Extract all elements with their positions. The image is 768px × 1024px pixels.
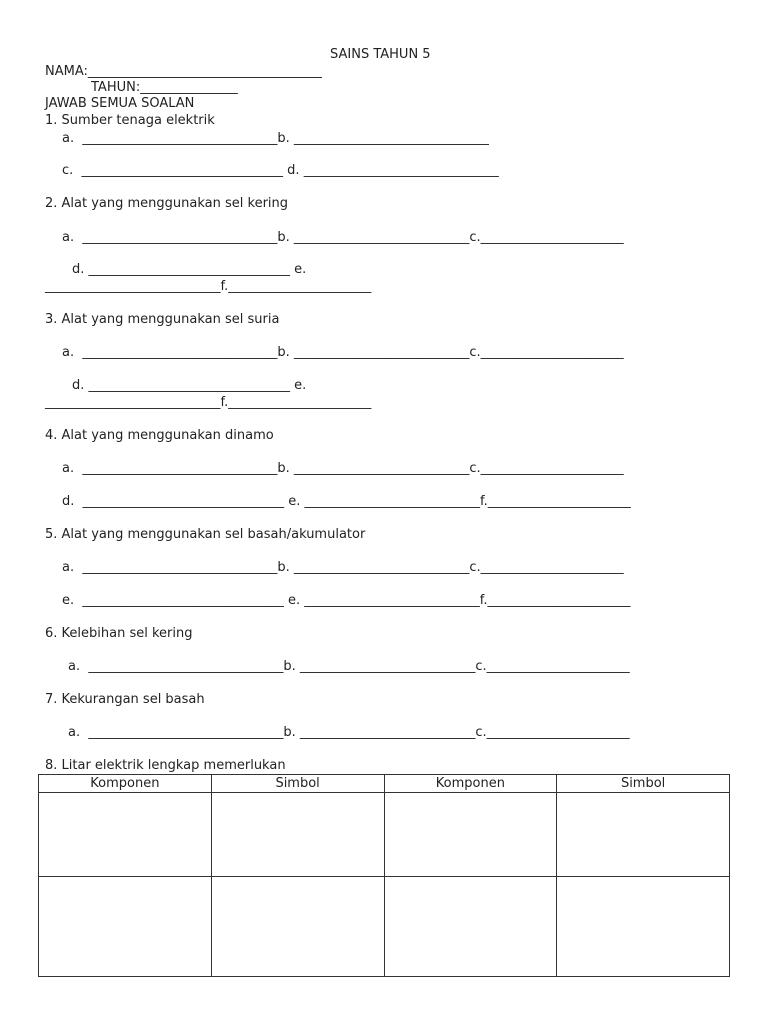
- table-cell[interactable]: [557, 877, 730, 977]
- table-cell[interactable]: [39, 877, 212, 977]
- answer-line[interactable]: a. ______________________________b. ___________________________c.______________________: [62, 345, 624, 360]
- table-cell[interactable]: [384, 793, 557, 877]
- answer-line[interactable]: d. _______________________________ e. ___________________________f.______________________: [62, 494, 631, 509]
- column-header-simbol: Simbol: [557, 775, 730, 793]
- answer-line[interactable]: c. _______________________________ d. ______________________________: [62, 163, 499, 178]
- table-header-row: [39, 775, 730, 793]
- year-field[interactable]: TAHUN:_______________: [91, 80, 238, 95]
- answer-line[interactable]: ___________________________f.______________________: [45, 279, 372, 294]
- column-header-komponen: Komponen: [384, 775, 557, 793]
- table-row: [39, 793, 730, 877]
- question-7-heading: 7. Kekurangan sel basah: [45, 692, 205, 707]
- question-3-heading: 3. Alat yang menggunakan sel suria: [45, 312, 280, 327]
- table-cell[interactable]: [39, 793, 212, 877]
- answer-line[interactable]: a. ______________________________b. ___________________________c.______________________: [68, 725, 630, 740]
- question-1-heading: 1. Sumber tenaga elektrik: [45, 113, 215, 128]
- answer-line[interactable]: a. ______________________________b. ___________________________c.______________________: [62, 560, 624, 575]
- table-row: [39, 877, 730, 977]
- answer-line[interactable]: a. ______________________________b. ___________________________c.______________________: [68, 659, 630, 674]
- question-8-heading: 8. Litar elektrik lengkap memerlukan: [45, 758, 286, 773]
- question-4-heading: 4. Alat yang menggunakan dinamo: [45, 428, 274, 443]
- column-header-komponen: Komponen: [39, 775, 212, 793]
- question-2-heading: 2. Alat yang menggunakan sel kering: [45, 196, 289, 211]
- answer-line[interactable]: a. ______________________________b. ___________________________c.______________________: [62, 461, 624, 476]
- components-symbols-table: [38, 774, 730, 977]
- answer-line[interactable]: e. _______________________________ e. ___________________________f.______________________: [62, 593, 631, 608]
- answer-line[interactable]: d. _______________________________ e.: [72, 378, 307, 393]
- name-field[interactable]: NAMA:____________________________________: [45, 64, 322, 79]
- instruction: JAWAB SEMUA SOALAN: [45, 96, 195, 111]
- answer-line[interactable]: d. _______________________________ e.: [72, 262, 307, 277]
- table-cell[interactable]: [557, 793, 730, 877]
- table-cell[interactable]: [384, 877, 557, 977]
- answer-line[interactable]: ___________________________f.______________________: [45, 395, 372, 410]
- column-header-simbol: Simbol: [211, 775, 384, 793]
- table-cell[interactable]: [211, 877, 384, 977]
- question-5-heading: 5. Alat yang menggunakan sel basah/akumulator: [45, 527, 366, 542]
- page-title: SAINS TAHUN 5: [330, 47, 431, 62]
- question-6-heading: 6. Kelebihan sel kering: [45, 626, 193, 641]
- answer-line[interactable]: a. ______________________________b. ______________________________: [62, 131, 489, 146]
- answer-line[interactable]: a. ______________________________b. ___________________________c.______________________: [62, 230, 624, 245]
- table-cell[interactable]: [211, 793, 384, 877]
